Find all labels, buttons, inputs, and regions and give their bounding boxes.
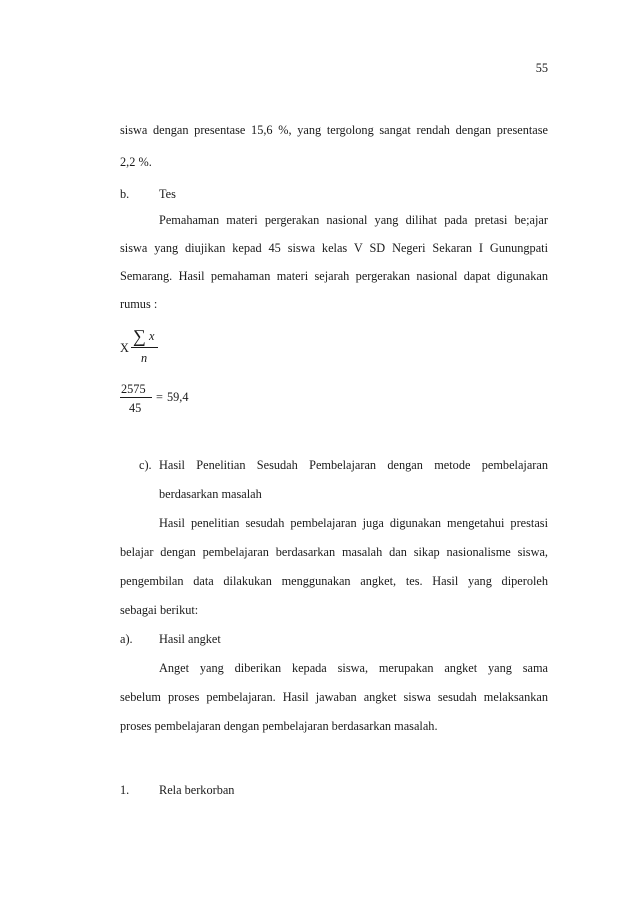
formula-denominator: n bbox=[141, 351, 148, 365]
paragraph-line: siswa dengan presentase 15,6 %, yang tergolong sangat rendah dengan presentase bbox=[120, 123, 548, 137]
fraction-bar bbox=[120, 397, 152, 398]
paragraph-line: Hasil penelitian sesudah pembelajaran juga digunakan mengetahui prestasi bbox=[159, 516, 548, 530]
paragraph-line: 2,2 %. bbox=[120, 155, 152, 169]
section-c-heading-cont: berdasarkan masalah bbox=[159, 487, 262, 501]
paragraph-line: pengembilan data dilakukan menggunakan angket, tes. Hasil yang diperoleh bbox=[120, 574, 548, 588]
formula-value: 59,4 bbox=[167, 390, 189, 404]
section-b-marker: b. bbox=[120, 187, 130, 201]
section-c-marker: c). bbox=[139, 458, 152, 472]
section-1-marker: 1. bbox=[120, 783, 130, 797]
section-b-heading: Tes bbox=[159, 187, 176, 201]
paragraph-line: belajar dengan pembelajaran berdasarkan masalah dan sikap nasionalisme siswa, bbox=[120, 545, 548, 559]
paragraph-line: Semarang. Hasil pemahaman materi sejarah pergerakan nasional dapat digunakan bbox=[120, 269, 548, 283]
section-a-marker: a). bbox=[120, 632, 133, 646]
page-number: 55 bbox=[535, 61, 548, 75]
paragraph-line: sebelum proses pembelajaran. Hasil jawaban angket siswa sesudah melaksankan bbox=[120, 690, 548, 704]
paragraph-line: sebagai berikut: bbox=[120, 603, 199, 617]
formula-numerator: 2575 bbox=[121, 382, 146, 396]
section-c-heading: Hasil Penelitian Sesudah Pembelajaran dengan metode pembelajaran bbox=[159, 458, 548, 472]
paragraph-line: Anget yang diberikan kepada siswa, merupakan angket yang sama bbox=[159, 661, 548, 675]
paragraph-line: siswa yang diujikan kepad 45 siswa kelas V SD Negeri Sekaran I Gunungpati bbox=[120, 241, 548, 255]
paragraph-line: Pemahaman materi pergerakan nasional yang dilihat pada pretasi be;ajar bbox=[159, 213, 548, 227]
paragraph-line: proses pembelajaran dengan pembelajaran berdasarkan masalah. bbox=[120, 719, 438, 733]
section-1-heading: Rela berkorban bbox=[159, 783, 235, 797]
equals-sign: = bbox=[156, 390, 163, 404]
section-a-heading: Hasil angket bbox=[159, 632, 221, 646]
paragraph-line: rumus : bbox=[120, 297, 158, 311]
formula-lhs: X bbox=[120, 341, 129, 355]
fraction-bar bbox=[131, 347, 158, 348]
sigma-symbol: ∑ bbox=[133, 326, 146, 346]
formula-denominator: 45 bbox=[129, 401, 142, 415]
formula-numerator-var: x bbox=[149, 329, 155, 343]
